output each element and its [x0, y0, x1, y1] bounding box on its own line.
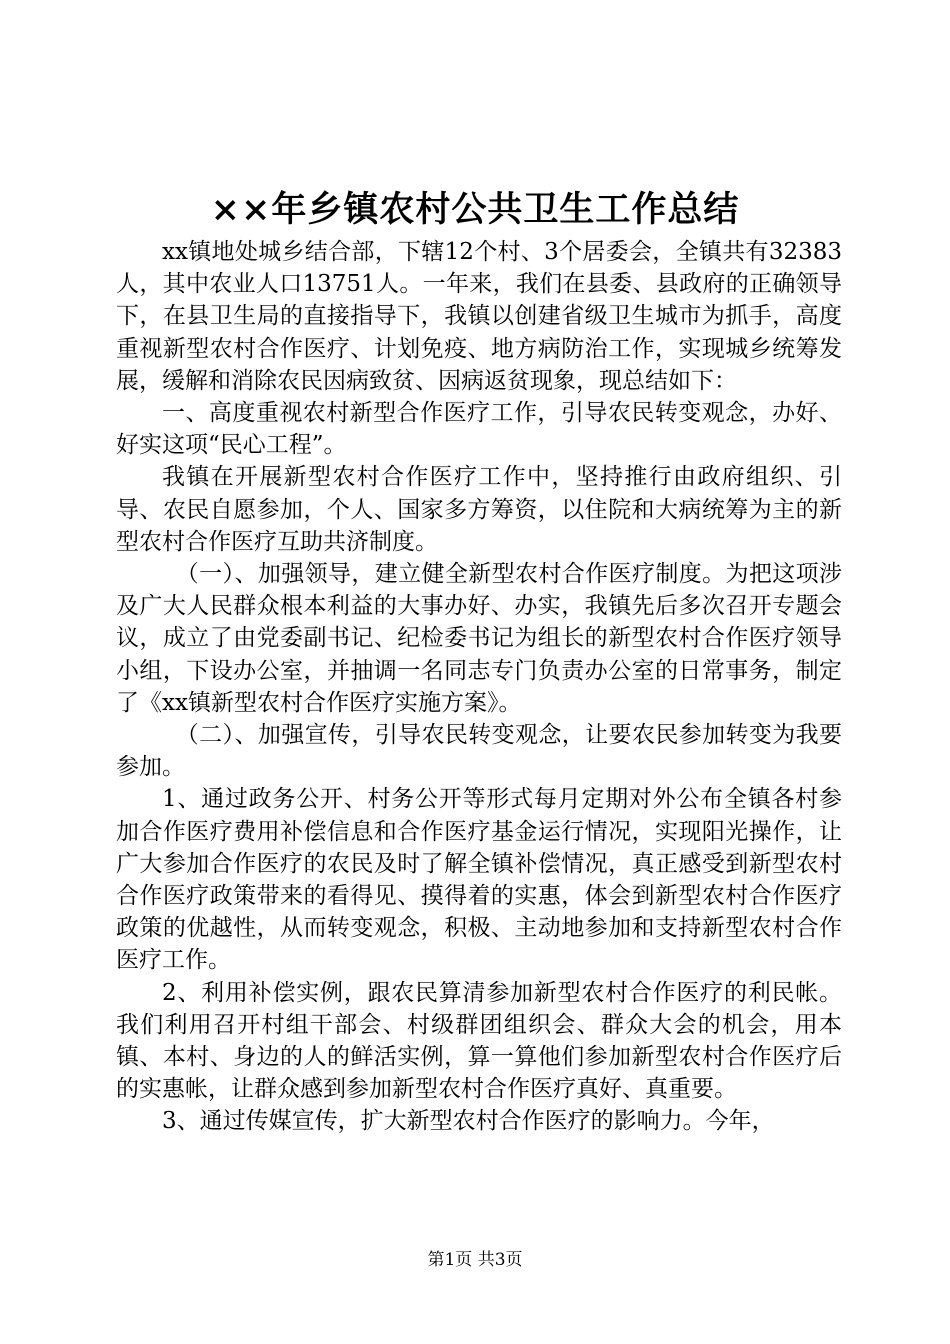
paragraph-section-1-heading: 一、高度重视农村新型合作医疗工作，引导农民转变观念，办好、好实这项“民心工程”。	[116, 400, 842, 459]
document-body	[116, 236, 842, 1138]
page-number-footer: 第1页 共3页	[427, 1250, 523, 1270]
paragraph-section-1-body: 我镇在开展新型农村合作医疗工作中，坚持推行由政府组织、引导、农民自愿参加，个人、国家多方筹资，以住院和大病统筹为主的新型农村合作医疗互助共济制度。	[116, 464, 842, 555]
paragraph-item-2: 2、利用补偿实例，跟农民算清参加新型农村合作医疗的利民帐。我们利用召开村组干部会、村级群团组织会、群众大会的机会，用本镇、本村、身边的人的鲜活实例，算一算他们参加新型农村合作医疗后的实惠帐，让群众感到参加新型农村合作医疗真好、真重要。	[116, 979, 842, 1103]
paragraph-subsection-1: （一）、加强领导，建立健全新型农村合作医疗制度。为把这项涉及广大人民群众根本利益的大事办好、办实，我镇先后多次召开专题会议，成立了由党委副书记、纪检委书记为组长的新型农村合作医疗领导小组，下设办公室，并抽调一名同志专门负责办公室的日常事务，制定了《xx镇新型农村合作医疗实施方案》。	[116, 561, 842, 716]
paragraph-item-1: 1、通过政务公开、村务公开等形式每月定期对外公布全镇各村参加合作医疗费用补偿信息和合作医疗基金运行情况，实现阳光操作，让广大参加合作医疗的农民及时了解全镇补偿情况，真正感受到新型农村合作医疗政策带来的看得见、摸得着的实惠，体会到新型农村合作医疗政策的优越性，从而转变观念，积极、主动地参加和支持新型农村合作医疗工作。	[116, 786, 842, 974]
paragraph-subsection-2: （二）、加强宣传，引导农民转变观念，让要农民参加转变为我要参加。	[116, 722, 842, 781]
paragraph-item-3: 3、通过传媒宣传，扩大新型农村合作医疗的影响力。今年，	[162, 1108, 775, 1135]
document-title: ××年乡镇农村公共卫生工作总结	[210, 189, 740, 230]
paragraph-intro: xx镇地处城乡结合部，下辖12个村、3个居委会，全镇共有32383人，其中农业人口13751人。一年来，我们在县委、县政府的正确领导下，在县卫生局的直接指导下，我镇以创建省级卫生城市为抓手，高度重视新型农村合作医疗、计划免疫、地方病防治工作，实现城乡统筹发展，缓解和消除农民因病致贫、因病返贫现象，现总结如下：	[116, 239, 842, 394]
